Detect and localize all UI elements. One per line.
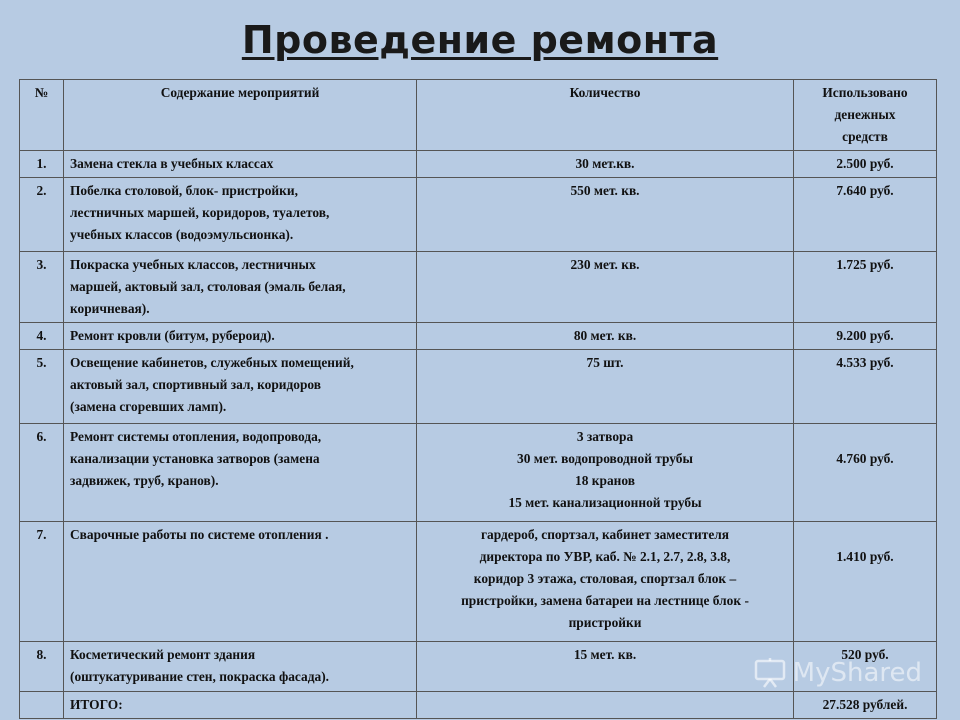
row-cost: 520 руб. — [794, 642, 937, 692]
table-row — [20, 522, 937, 642]
header-cost: Использовано денежных средств — [794, 80, 937, 151]
row-num: 5. — [20, 350, 64, 424]
row-desc: Замена стекла в учебных классах — [64, 151, 417, 178]
row-desc: Побелка столовой, блок- пристройки, лестничных маршей, коридоров, туалетов, учебных классов (водоэмульсионка). — [64, 178, 417, 252]
table-row — [20, 252, 937, 323]
total-cost: 27.528 рублей. — [794, 692, 937, 719]
row-desc: Покраска учебных классов, лестничных маршей, актовый зал, столовая (эмаль белая, коричневая). — [64, 252, 417, 323]
row-qty: 230 мет. кв. — [417, 252, 794, 323]
total-qty-cell — [417, 692, 794, 719]
table-row — [20, 350, 937, 424]
table-row — [20, 178, 937, 252]
row-qty: 550 мет. кв. — [417, 178, 794, 252]
row-cost: 2.500 руб. — [794, 151, 937, 178]
row-desc: Ремонт системы отопления, водопровода, канализации установка затворов (замена задвижек, труб, кранов). — [64, 424, 417, 522]
row-cost: 4.533 руб. — [794, 350, 937, 424]
row-num: 1. — [20, 151, 64, 178]
row-num: 3. — [20, 252, 64, 323]
repair-table — [19, 79, 937, 719]
row-cost: 4.760 руб. — [794, 424, 937, 522]
row-qty: 3 затвора 30 мет. водопроводной трубы 18 кранов 15 мет. канализационной трубы — [417, 424, 794, 522]
table-row — [20, 424, 937, 522]
page-title: Проведение ремонта — [241, 18, 719, 62]
row-num: 2. — [20, 178, 64, 252]
row-cost: 1.725 руб. — [794, 252, 937, 323]
row-num: 4. — [20, 323, 64, 350]
row-qty: 75 шт. — [417, 350, 794, 424]
row-desc: Освещение кабинетов, служебных помещений, актовый зал, спортивный зал, коридоров (замена сгоревших ламп). — [64, 350, 417, 424]
header-qty: Количество — [417, 80, 794, 151]
row-qty: гардероб, спортзал, кабинет заместителя директора по УВР, каб. № 2.1, 2.7, 2.8, 3.8, коридор 3 этажа, столовая, спортзал блок – пристройки, замена батареи на лестнице блок - пристройки — [417, 522, 794, 642]
row-qty: 80 мет. кв. — [417, 323, 794, 350]
row-desc: Сварочные работы по системе отопления . — [64, 522, 417, 642]
row-num: 8. — [20, 642, 64, 692]
header-desc: Содержание мероприятий — [64, 80, 417, 151]
total-num-cell — [20, 692, 64, 719]
row-qty: 15 мет. кв. — [417, 642, 794, 692]
header-num: № — [20, 80, 64, 151]
table-row — [20, 151, 937, 178]
table-row — [20, 642, 937, 692]
table-header-row — [20, 80, 937, 151]
row-qty: 30 мет.кв. — [417, 151, 794, 178]
row-cost: 1.410 руб. — [794, 522, 937, 642]
table-row — [20, 323, 937, 350]
row-desc: Ремонт кровли (битум, рубероид). — [64, 323, 417, 350]
row-num: 6. — [20, 424, 64, 522]
row-desc: Косметический ремонт здания (оштукатуривание стен, покраска фасада). — [64, 642, 417, 692]
row-num: 7. — [20, 522, 64, 642]
row-cost: 7.640 руб. — [794, 178, 937, 252]
watermark-text: MyShared — [792, 658, 922, 688]
total-label: ИТОГО: — [64, 692, 417, 719]
total-row — [20, 692, 937, 719]
row-cost: 9.200 руб. — [794, 323, 937, 350]
